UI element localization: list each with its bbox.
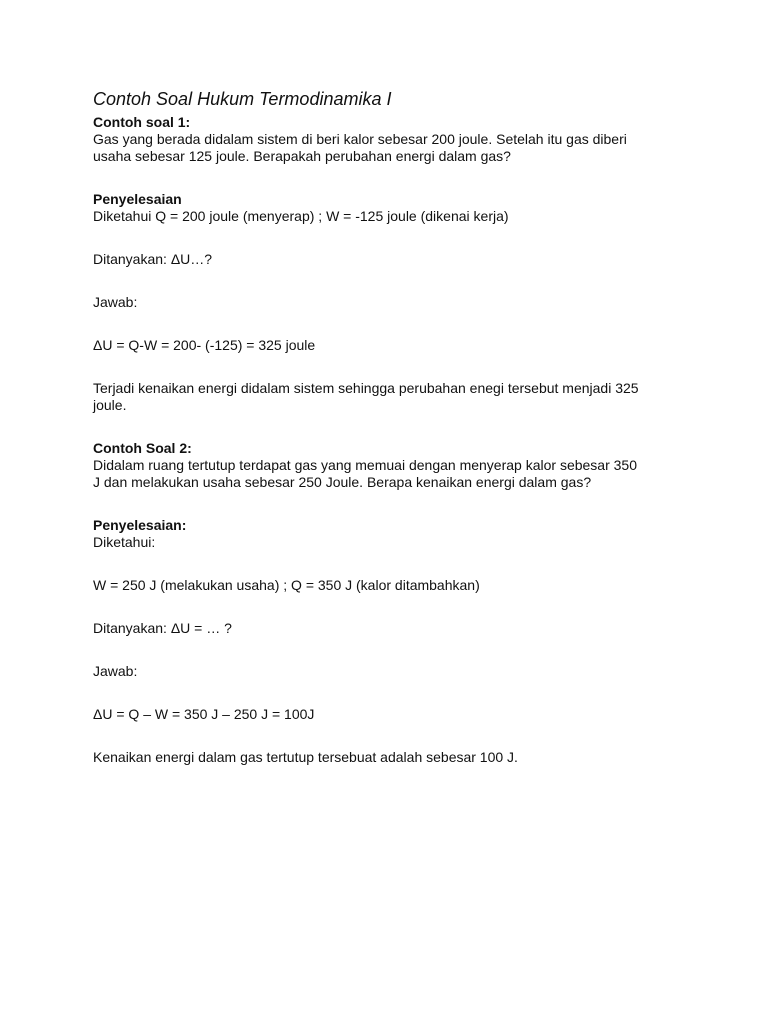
soal2-question-line2: J dan melakukan usaha sebesar 250 Joule. Berapa kenaikan energi dalam gas? [93,474,592,490]
soal1-solution-heading: Penyelesaian [93,191,182,207]
soal1-equation: ΔU = Q-W = 200- (-125) = 325 joule [93,337,316,353]
soal2-known-label: Diketahui: [93,534,156,550]
document-title: Contoh Soal Hukum Termodinamika I [93,89,392,109]
document-page [93,88,693,766]
soal2-solution-heading: Penyelesaian: [93,517,187,533]
soal2-question-line1: Didalam ruang tertutup terdapat gas yang memuai dengan menyerap kalor sebesar 350 [93,457,637,473]
soal2-asked: Ditanyakan: ΔU = … ? [93,620,232,636]
soal1-heading: Contoh soal 1: [93,114,191,130]
soal1-asked: Ditanyakan: ΔU…? [93,251,213,267]
soal2-heading: Contoh Soal 2: [93,440,192,456]
soal2-known: W = 250 J (melakukan usaha) ; Q = 350 J (kalor ditambahkan) [93,577,480,593]
soal2-equation: ΔU = Q – W = 350 J – 250 J = 100J [93,706,315,722]
soal1-question-line2: usaha sebesar 125 joule. Berapakah perubahan energi dalam gas? [93,148,511,164]
soal1-question-line1: Gas yang berada didalam sistem di beri kalor sebesar 200 joule. Setelah itu gas diberi [93,131,627,147]
soal1-conclusion-line1: Terjadi kenaikan energi didalam sistem sehingga perubahan enegi tersebut menjadi 325 [93,380,639,396]
soal1-answer-label: Jawab: [93,294,138,310]
soal2-answer-label: Jawab: [93,663,138,679]
soal1-conclusion-line2: joule. [93,397,127,413]
soal1-known: Diketahui Q = 200 joule (menyerap) ; W = -125 joule (dikenai kerja) [93,208,509,224]
soal2-conclusion: Kenaikan energi dalam gas tertutup tersebuat adalah sebesar 100 J. [93,749,518,765]
